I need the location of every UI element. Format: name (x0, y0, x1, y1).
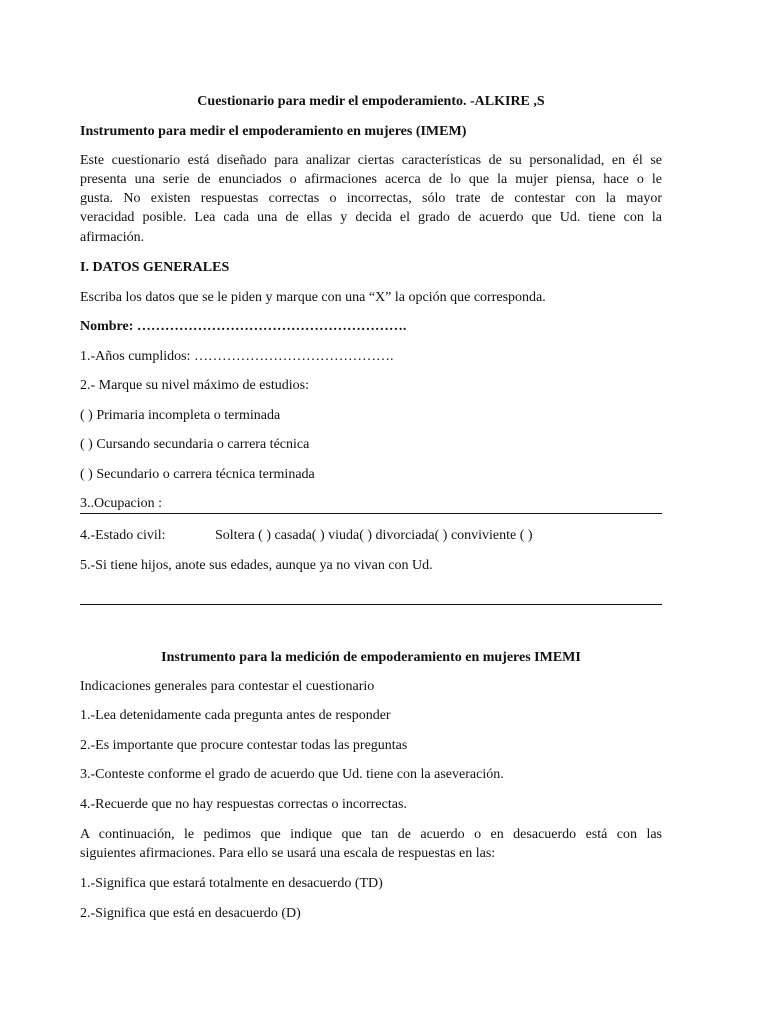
indications-intro: Indicaciones generales para contestar el cuestionario (80, 679, 375, 694)
indication-item: 4.-Recuerde que no hay respuestas correctas o incorrectas. (80, 797, 407, 812)
datos-instruction: Escriba los datos que se le piden y marque con una “X” la opción que corresponda. (80, 290, 546, 305)
occupation-underline (80, 513, 662, 514)
intro-line: Este cuestionario está diseñado para analizar ciertas características de su personalidad, en él se (80, 153, 662, 168)
children-ages-question: 5.-Si tiene hijos, anote sus edades, aunque ya no vivan con Ud. (80, 558, 433, 573)
education-option-primary: ( ) Primaria incompleta o terminada (80, 408, 281, 423)
intro-line: veracidad posible. Lea cada una de ellas y decida el grado de acuerdo que Ud. tiene con la (80, 210, 662, 225)
intro-line: gusta. No existen respuestas correctas o incorrectas, sólo trate de contestar con la mayor (80, 191, 662, 206)
scale-item: 1.-Significa que estará totalmente en desacuerdo (TD) (80, 876, 383, 891)
intro-line: afirmación. (80, 230, 145, 245)
civil-status-options: Soltera ( ) casada( ) viuda( ) divorciada( ) conviviente ( ) (215, 528, 533, 543)
nombre-field: Nombre: …………………………………………………. (80, 319, 407, 334)
occupation-field: 3..Ocupacion : (80, 496, 163, 511)
civil-status-label: 4.-Estado civil: (80, 528, 166, 543)
indication-item: 1.-Lea detenidamente cada pregunta antes de responder (80, 708, 391, 723)
civil-status-row (80, 526, 662, 545)
indication-item: 2.-Es importante que procure contestar todas las preguntas (80, 738, 408, 753)
document-title: Cuestionario para medir el empoderamiento. -ALKIRE ,S (197, 94, 545, 109)
scale-item: 2.-Significa que está en desacuerdo (D) (80, 906, 301, 921)
continuation-line: A continuación, le pedimos que indique que tan de acuerdo o en desacuerdo está con las (80, 827, 662, 842)
document-subtitle: Instrumento para medir el empoderamiento en mujeres (IMEM) (80, 124, 467, 139)
section-heading-datos: I. DATOS GENERALES (80, 260, 230, 275)
education-question: 2.- Marque su nivel máximo de estudios: (80, 378, 310, 393)
continuation-line: siguientes afirmaciones. Para ello se usará una escala de respuestas en las: (80, 846, 496, 861)
children-ages-underline (80, 604, 662, 605)
age-field: 1.-Años cumplidos: ……………………………………. (80, 349, 394, 364)
indication-item: 3.-Conteste conforme el grado de acuerdo que Ud. tiene con la aseveración. (80, 767, 504, 782)
education-option-secondary-ongoing: ( ) Cursando secundaria o carrera técnica (80, 437, 310, 452)
education-option-secondary-done: ( ) Secundario o carrera técnica terminada (80, 467, 315, 482)
section-heading-imemi: Instrumento para la medición de empoderamiento en mujeres IMEMI (161, 650, 581, 665)
intro-line: presenta una serie de enunciados o afirmaciones acerca de lo que la mujer piensa, hace o le (80, 172, 662, 187)
